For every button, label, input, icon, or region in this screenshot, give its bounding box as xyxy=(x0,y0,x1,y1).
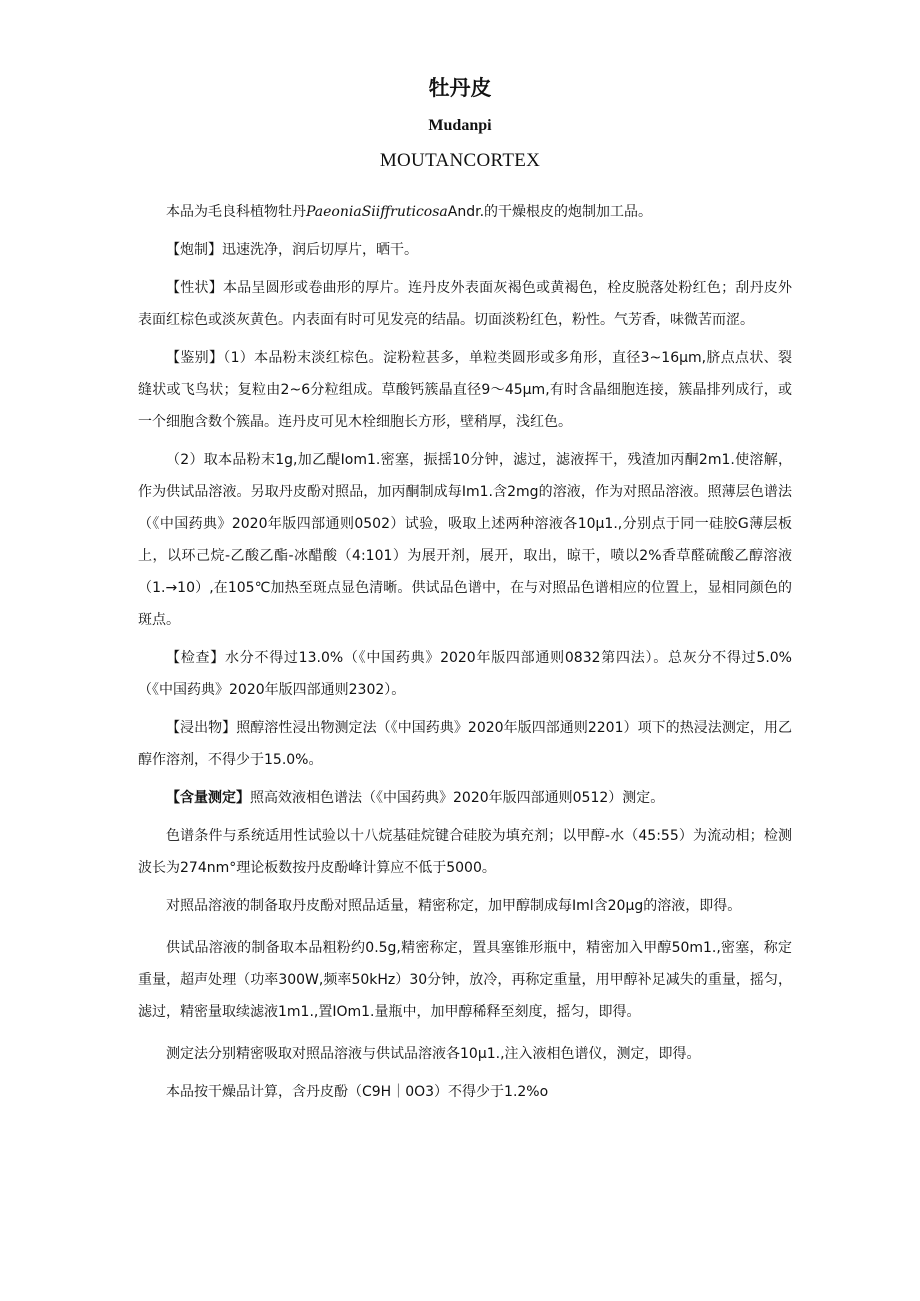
intro-paragraph xyxy=(138,196,792,228)
hanliang-text: 照高效液相色谱法（《中国药典》2020年版四部通则0512）测定。 xyxy=(250,790,665,806)
jianbie-text-1: （1）本品粉末淡红棕色。淀粉粒甚多，单粒类圆形或多角形，直径3~16μm,脐点点状、裂缝状或飞鸟状；复粒由2~6分粒组成。草酸钙簇晶直径9～45μm,有时含晶细胞连接，簇晶排列成行，或一个细胞含数个簇晶。连丹皮可见木栓细胞长方形，壁稍厚，浅红色。 xyxy=(138,350,792,430)
jinchuwu-text: 照醇溶性浸出物测定法（《中国药典》2020年版四部通则2201）项下的热浸法测定，用乙醇作溶剂，不得少于15.0%。 xyxy=(138,720,792,768)
jianbie-text-2: （2）取本品粉末1g,加乙醍Iom1.密塞，振揺10分钟，滤过，滤液挥干，残渣加丙酮2m1.使溶解，作为供试品溶液。另取丹皮酚对照品，加丙酮制成每Im1.含2mg的溶液，作为对照品溶液。照薄层色谱法（《中国药典》2020年版四部通则0502）试验，吸取上述两种溶液各10μ1.,分别点于同一硅胶G薄层板上，以环己烷-乙酸乙酯-冰醋酸（4:101）为展开剂，展开，取出，晾干，喷以2%香草醛硫酸乙醇溶液（1.→10）,在105℃加热至斑点显色清晰。供试品色谱中，在与对照品色谱相应的位置上，显相同颜色的斑点。 xyxy=(138,452,792,628)
jiancha-text: 水分不得过13.0%（《中国药典》2020年版四部通则0832第四法）。总灰分不得过5.0%（《中国药典》2020年版四部通则2302）。 xyxy=(138,650,792,698)
jianbie-label: 【鉴别】 xyxy=(166,350,224,366)
xingzhuang-paragraph xyxy=(138,272,792,336)
cedingfa-paragraph: 测定法分别精密吸取对照品溶液与供试品溶液各10μ1.,注入液相色谱仪，测定，即得。 xyxy=(166,1046,701,1062)
duizhao-paragraph: 对照品溶液的制备取丹皮酚对照品适量，精密称定，加甲醇制成每Iml含20μg的溶液，即得。 xyxy=(166,898,742,914)
intro-pre: 本品为毛良科植物牡丹 xyxy=(166,204,306,220)
species-name: PaeoniaSiiffruticosa xyxy=(306,204,448,220)
xingzhuang-label: 【性状】 xyxy=(166,280,223,296)
hanliang-label: 【含量测定】 xyxy=(166,790,250,806)
jiancha-label: 【检查】 xyxy=(166,650,225,666)
jianbie-paragraph-2 xyxy=(138,444,792,636)
paozhi-paragraph xyxy=(138,234,792,266)
hanliang-paragraph xyxy=(138,782,792,814)
intro-post: Andr.的干燥根皮的炮制加工品。 xyxy=(447,204,653,220)
gongshi-paragraph: 供试品溶液的制备取本品粗粉约0.5g,精密称定，置具塞锥形瓶中，精密加入甲醇50m1.,密塞，称定重量，超声处理（功率300W,频率50kHz）30分钟，放冷，再称定重量，用甲醇补足减失的重量，摇匀，滤过，精密量取续滤液1m1.,置IOm1.量瓶中，加甲醇稀释至刻度，摇匀，即得。 xyxy=(138,940,792,1020)
jinchuwu-paragraph xyxy=(138,712,792,776)
jianbie-paragraph-1 xyxy=(138,342,792,438)
title-chinese: 牡丹皮 xyxy=(428,76,492,100)
xingzhuang-text: 本品呈圆形或卷曲形的厚片。连丹皮外表面灰褐色或黄褐色，栓皮脱落处粉红色；刮丹皮外表面红棕色或淡灰黄色。内表面有时可见发亮的结晶。切面淡粉红色，粉性。气芳香，味微苦而涩。 xyxy=(138,280,793,328)
paozhi-label: 【炮制】 xyxy=(166,242,222,258)
jisuan-paragraph: 本品按干燥品计算，含丹皮酚（C9H｜0O3）不得少于1.2%o xyxy=(166,1084,549,1100)
title-latin: MOUTANCORTEX xyxy=(379,150,541,171)
title-pinyin: Mudanpi xyxy=(428,117,492,134)
sepu-paragraph: 色谱条件与系统适用性试验以十八烷基硅烷键合硅胶为填充剂；以甲醇-水（45:55）为流动相；检测波长为274nm°理论板数按丹皮酚峰计算应不低于5000。 xyxy=(138,828,792,876)
document-body xyxy=(138,196,792,1108)
jiancha-paragraph xyxy=(138,642,792,706)
jinchuwu-label: 【浸出物】 xyxy=(166,720,237,736)
paozhi-text: 迅速洗净，润后切厚片，晒干。 xyxy=(222,242,418,258)
